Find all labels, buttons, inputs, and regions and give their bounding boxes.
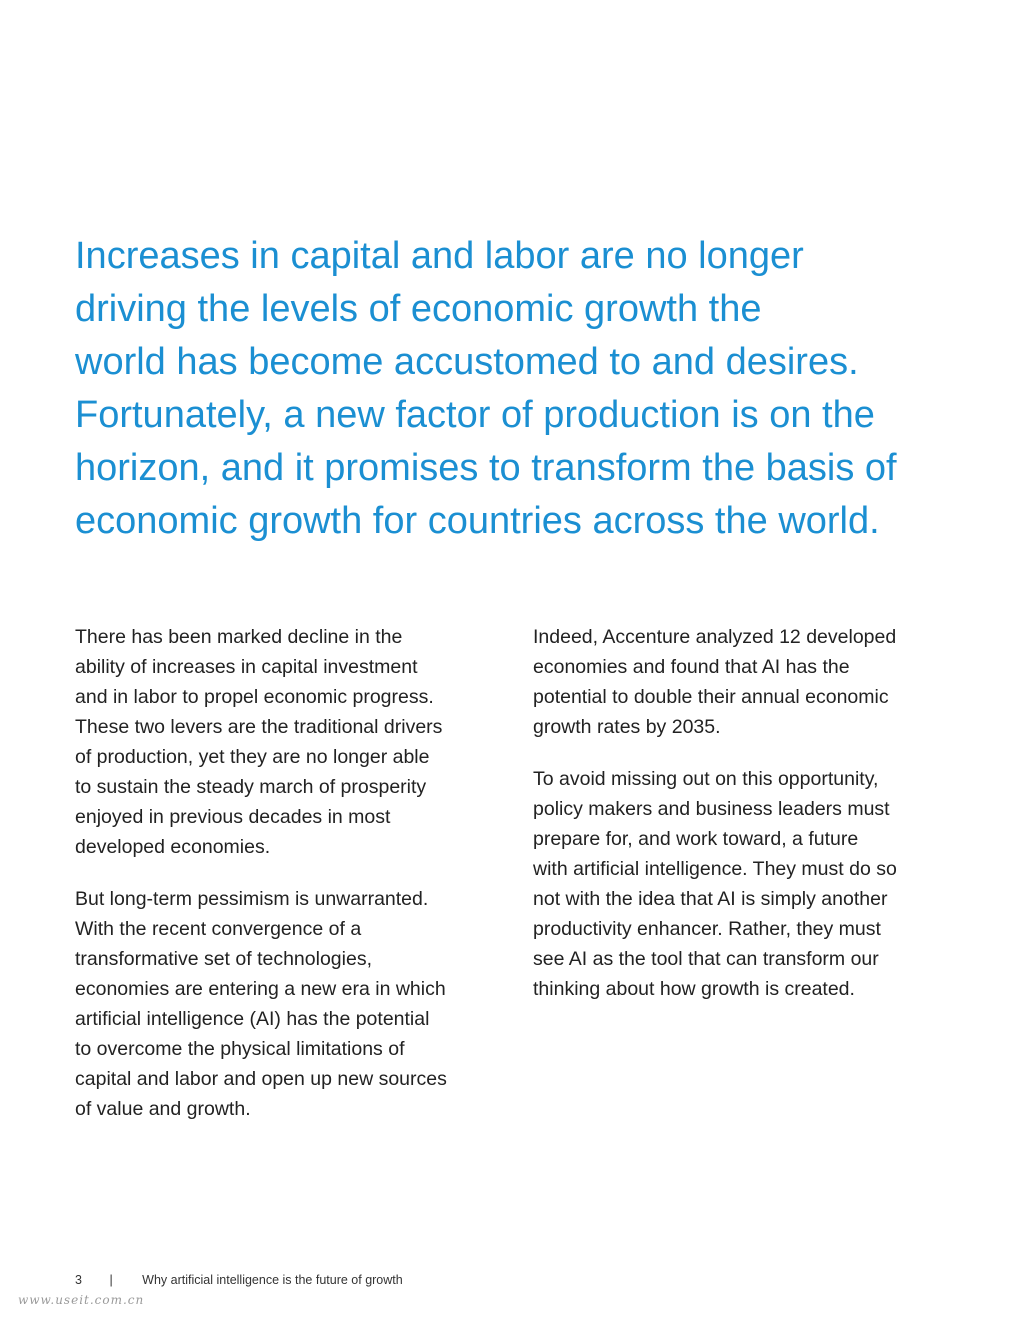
body-line: see AI as the tool that can transform our [533, 948, 879, 970]
body-line: thinking about how growth is created. [533, 978, 855, 1000]
page-footer [75, 1273, 403, 1287]
body-line: and in labor to propel economic progress. [75, 686, 434, 708]
body-line: with artificial intelligence. They must do so [533, 858, 897, 880]
lead-line: world has become accustomed to and desires. [75, 341, 859, 383]
body-line: of production, yet they are no longer able [75, 746, 430, 768]
body-line: With the recent convergence of a [75, 918, 362, 940]
document-title: Why artificial intelligence is the future of growth [142, 1273, 403, 1287]
body-line: productivity enhancer. Rather, they must [533, 918, 881, 940]
body-line: potential to double their annual economic [533, 686, 889, 708]
body-line: transformative set of technologies, [75, 948, 372, 970]
body-line: not with the idea that AI is simply another [533, 888, 888, 910]
right-column [533, 622, 953, 1026]
body-paragraph [533, 622, 953, 742]
lead-statement [75, 230, 975, 548]
body-line: to sustain the steady march of prosperity [75, 776, 427, 798]
body-line: These two levers are the traditional drivers [75, 716, 443, 738]
body-paragraph [75, 884, 495, 1124]
body-line: ability of increases in capital investment [75, 656, 418, 678]
body-line: artificial intelligence (AI) has the potential [75, 1008, 430, 1030]
body-line: to overcome the physical limitations of [75, 1038, 405, 1060]
body-paragraph [533, 764, 953, 1004]
watermark: www.useit.com.cn [18, 1293, 145, 1307]
body-line: capital and labor and open up new sources [75, 1068, 447, 1090]
body-line: economies are entering a new era in which [75, 978, 446, 1000]
left-column [75, 622, 495, 1146]
body-paragraph [75, 622, 495, 862]
lead-line: economic growth for countries across the world. [75, 500, 880, 542]
body-line: developed economies. [75, 836, 271, 858]
lead-line: horizon, and it promises to transform the basis of [75, 447, 897, 489]
page-number: 3 [75, 1273, 82, 1287]
body-line: Indeed, Accenture analyzed 12 developed [533, 626, 897, 648]
body-line: growth rates by 2035. [533, 716, 721, 738]
body-line: policy makers and business leaders must [533, 798, 890, 820]
body-line: There has been marked decline in the [75, 626, 403, 648]
body-line: enjoyed in previous decades in most [75, 806, 391, 828]
body-line: of value and growth. [75, 1098, 251, 1120]
footer-separator: | [109, 1273, 113, 1287]
lead-line: Fortunately, a new factor of production is on the [75, 394, 875, 436]
body-line: economies and found that AI has the [533, 656, 850, 678]
lead-line: Increases in capital and labor are no longer [75, 235, 804, 277]
body-line: prepare for, and work toward, a future [533, 828, 859, 850]
body-line: To avoid missing out on this opportunity, [533, 768, 879, 790]
body-line: But long-term pessimism is unwarranted. [75, 888, 429, 910]
lead-line: driving the levels of economic growth the [75, 288, 762, 330]
